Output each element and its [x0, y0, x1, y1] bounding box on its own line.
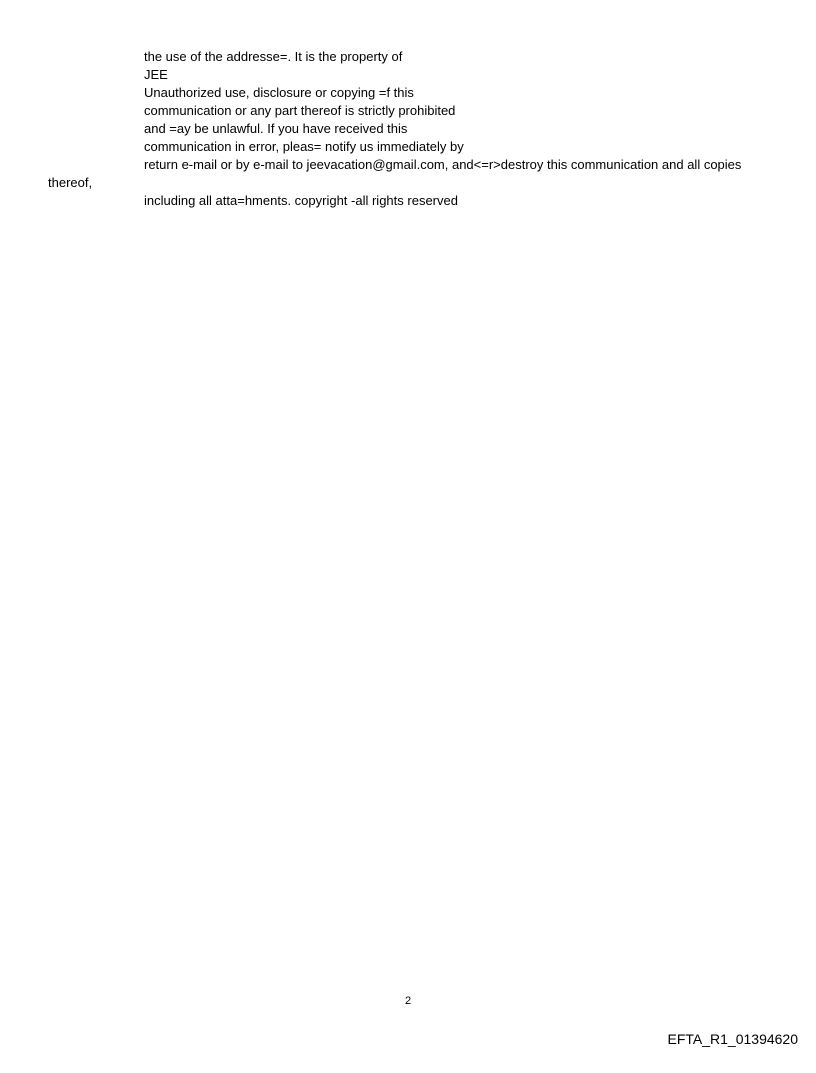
disclaimer-line-8: including all atta=hments. copyright -all rights reserved — [144, 193, 458, 208]
disclaimer-line-3: Unauthorized use, disclosure or copying =f this — [144, 85, 414, 100]
disclaimer-line-2: JEE — [144, 67, 168, 82]
page-number: 2 — [404, 995, 412, 1007]
disclaimer-line-6: communication in error, pleas= notify us immediately by — [144, 139, 464, 154]
disclaimer-line-1: the use of the addresse=. It is the property of — [144, 49, 403, 64]
disclaimer-text-block — [144, 48, 794, 174]
disclaimer-wrapped-line: thereof, — [48, 175, 93, 190]
bates-number: EFTA_R1_01394620 — [667, 1031, 798, 1047]
disclaimer-line-4: communication or any part thereof is strictly prohibited — [144, 103, 456, 118]
disclaimer-line-7: return e-mail or by e-mail to jeevacation@gmail.com, and<=r>destroy this communication and all copies — [144, 157, 742, 172]
disclaimer-line-5: and =ay be unlawful. If you have received this — [144, 121, 408, 136]
